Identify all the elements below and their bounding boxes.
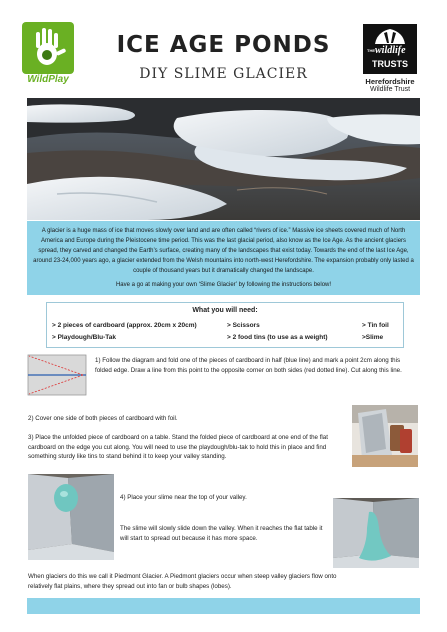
material-item: > 2 food tins (to use as a weight): [227, 334, 328, 341]
material-item: > 2 pieces of cardboard (approx. 20cm x 20cm): [52, 322, 197, 329]
intro-paragraph: A glacier is a huge mass of ice that moves slowly over land and are often called “rivers of ice.” Massive ice sheets covered much of North America and Europe during the Pleistocene time period. This was the last glacial period, also know as the Ice Age. As the ancient glaciers spread, they carved and changed the Earth’s surface, creating many of the landscapes that exist today. Towards the end of the last Ice Age, around 23-24,000 years ago, a glacier extended from the Welsh mountains into north-west Herefordshire. The expansion probably only lasted a couple of thousand years but it dramatically changed the landscape.: [33, 228, 414, 274]
materials-box: [46, 302, 404, 348]
material-item: > Scissors: [227, 322, 260, 329]
foil-valley-photo: [352, 405, 418, 467]
step-4: 4) Place your slime near the top of your valley.: [120, 494, 247, 501]
footer-bar: [27, 598, 420, 614]
step-2: 2) Cover one side of both pieces of cardboard with foil.: [28, 415, 178, 422]
slime-spread-photo: [333, 498, 419, 568]
page-title: ICE AGE PONDS: [116, 32, 331, 58]
material-item: > Playdough/Blu-Tak: [52, 334, 116, 341]
material-item: >Slime: [362, 334, 384, 341]
intro-box: [27, 221, 420, 295]
glacier-aerial-photo: [27, 98, 420, 220]
slime-top-photo: [28, 474, 114, 560]
logo-the: THE: [367, 48, 375, 53]
cardboard-fold-diagram: [27, 354, 87, 396]
step-5: The slime will slowly slide down the valley. When it reaches the flat table it will start to spread out because it has more space.: [120, 525, 323, 542]
step-3: 3) Place the unfolded piece of cardboard on a table. Stand the folded piece of cardboard at one end of the flat cardboard on the edge you cut along. You will need to use the playdough/blu-tak to hold this in place and find something sturdy like tins to stand behind it to keep your valley standing.: [28, 434, 328, 460]
step-6: When glaciers do this we call it Piedmont Glacier. A Piedmont glaciers occur when steep valley glaciers flow onto relatively flat plains, where they spread out into fan or bulb shapes (lobes).: [28, 573, 337, 590]
materials-heading: What you will need:: [192, 307, 258, 314]
intro-call-to-action: Have a go at making your own ‘Slime Glacier’ by following the instructions below!: [115, 282, 332, 288]
material-item: > Tin foil: [362, 322, 389, 329]
page-subtitle: DIY SLIME GLACIER: [139, 66, 308, 82]
logo-badge: [363, 24, 417, 74]
wildplay-wordmark: WildPlay: [27, 74, 69, 85]
org-name-line1: Herefordshire: [365, 77, 415, 86]
org-name-line2: Wildlife Trust: [369, 86, 411, 93]
logo-wildlife: wildlife: [375, 45, 406, 56]
step-1: 1) Follow the diagram and fold one of the pieces of cardboard in half (blue line) and mark a point 2cm along this folded edge. Draw a line from this point to the opposite corner on both sides (red dotted line). Cut along this line.: [95, 357, 402, 374]
badger-icon: [373, 26, 407, 46]
logo-trusts: TRUSTS: [372, 59, 408, 69]
wildlife-trust-logo: [359, 24, 421, 94]
